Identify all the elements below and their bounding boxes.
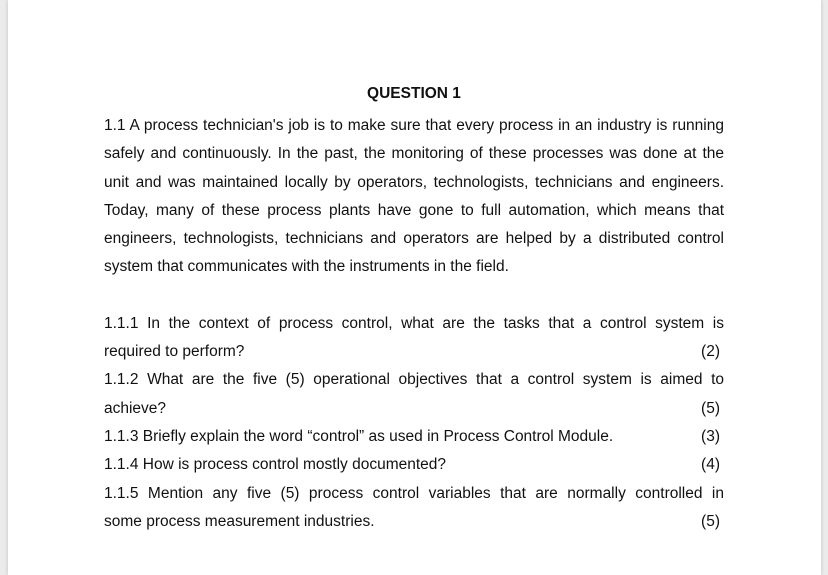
- question-1-1-5: [104, 480, 724, 537]
- question-last-line: [104, 395, 724, 423]
- question-last-line: [104, 338, 724, 366]
- question-text-line2: 1.1.3 Briefly explain the word “control” as used in Process Control Module.: [104, 427, 614, 445]
- question-last-line: [104, 508, 724, 536]
- document-content: [104, 80, 724, 536]
- paragraph-spacer: [104, 282, 724, 310]
- question-text-line1: 1.1.1 In the context of process control, what are the tasks that a control system is: [104, 314, 724, 332]
- question-text-line2: achieve?: [104, 399, 167, 417]
- question-marks: (4): [701, 456, 720, 474]
- question-text-line2: 1.1.4 How is process control mostly documented?: [104, 456, 447, 474]
- question-text-line2: required to perform?: [104, 343, 245, 361]
- question-marks: (5): [701, 512, 720, 530]
- question-last-line: [104, 423, 724, 451]
- question-1-1-1: [104, 310, 724, 367]
- question-1-1-2: [104, 366, 724, 423]
- question-last-line: [104, 451, 724, 479]
- intro-paragraph: 1.1 A process technician's job is to make sure that every process in an industry is running safely and continuously. In the past, the monitoring of these processes was done at the unit and was maintained locally by operators, technologists, technicians and engineers. Today, many of these process plants have gone to full automation, which means that engineers, technologists, technicians and operators are helped by a distributed control system that communicates with the instruments in the field.: [104, 117, 724, 276]
- question-marks: (3): [701, 427, 720, 445]
- document-page: [8, 0, 821, 575]
- question-text-line1: 1.1.2 What are the five (5) operational objectives that a control system is aimed to: [104, 371, 724, 389]
- question-text-line2: some process measurement industries.: [104, 512, 375, 530]
- question-1-1-4: [104, 451, 724, 479]
- question-title: QUESTION 1: [367, 85, 461, 102]
- question-marks: (2): [701, 343, 720, 361]
- question-marks: (5): [701, 399, 720, 417]
- question-text-line1: 1.1.5 Mention any five (5) process control variables that are normally controlled in: [104, 484, 724, 502]
- question-1-1-3: [104, 423, 724, 451]
